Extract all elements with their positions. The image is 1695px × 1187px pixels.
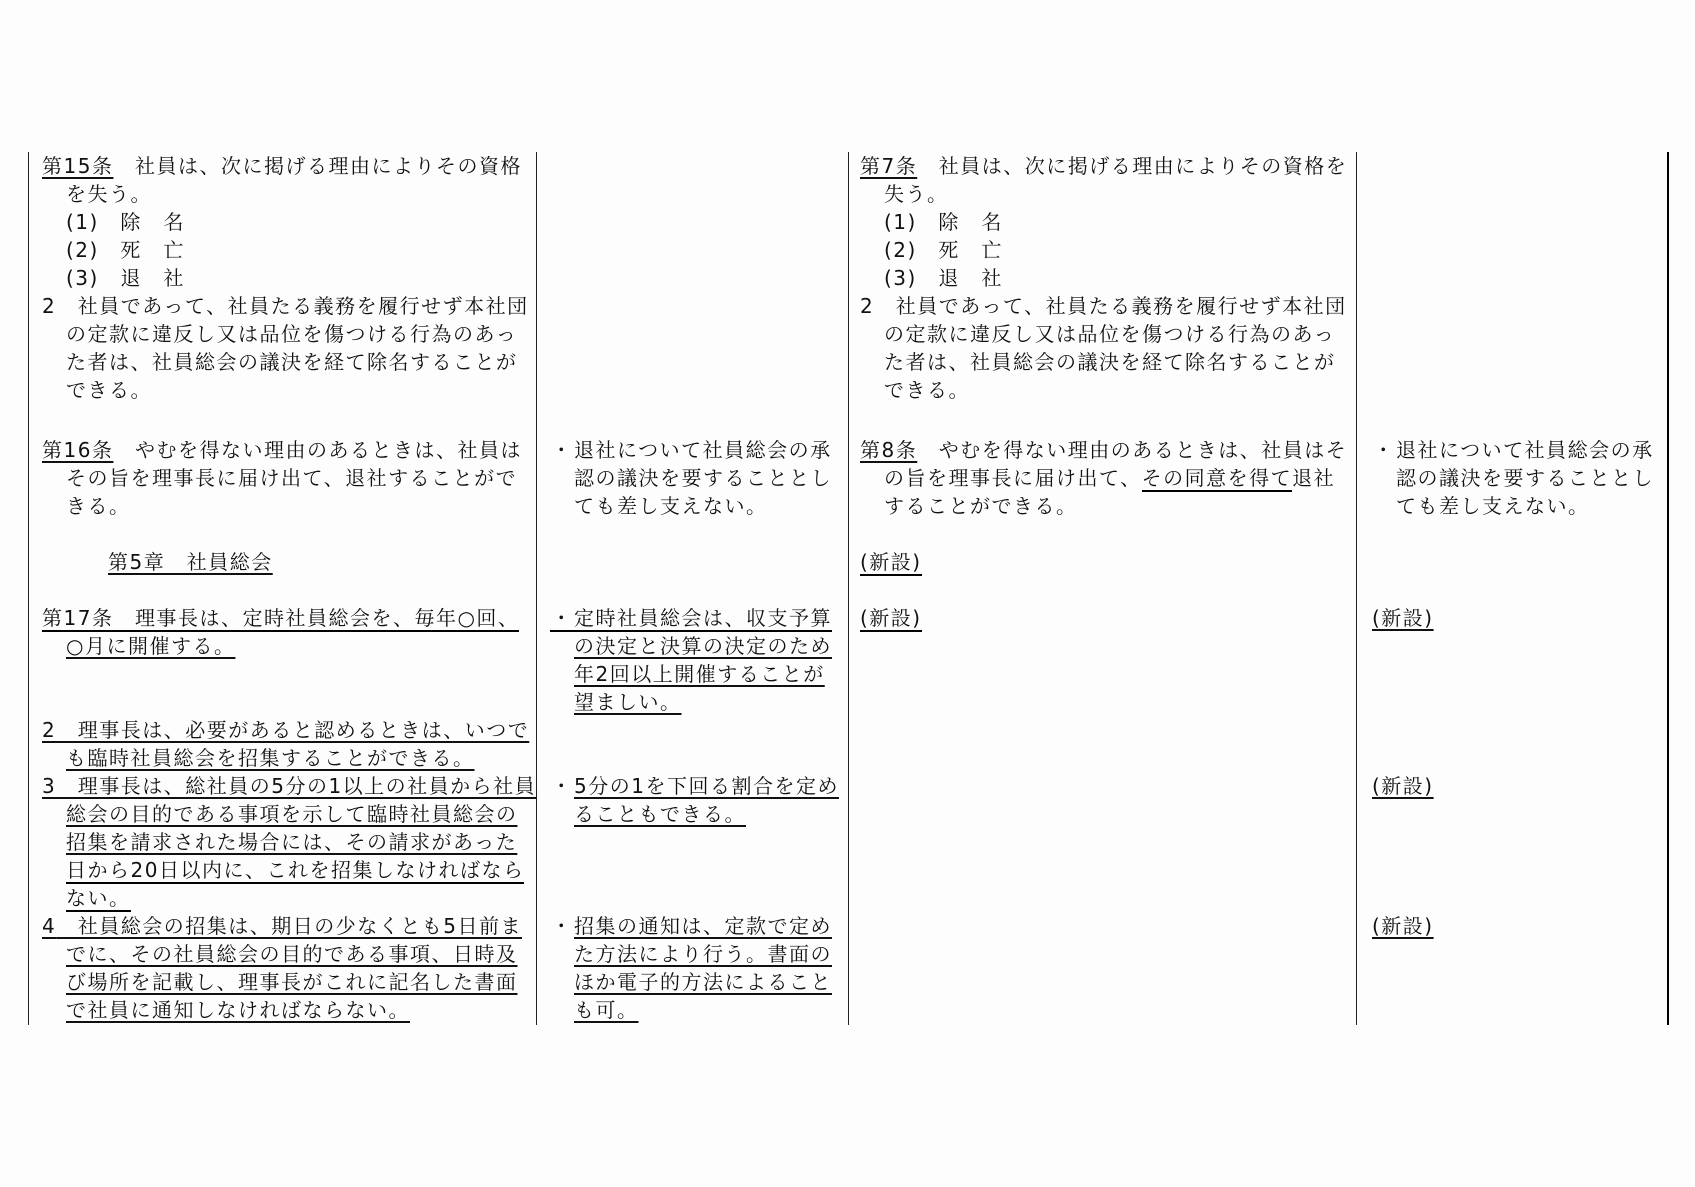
bullet-icon: ・	[551, 606, 573, 630]
article-17-para-4: 4 社員総会の招集は、期日の少なくとも5日前ま でに、その社員総会の目的である事項、日時及 び場所を記載し、理事長がこれに記名した書面 で社員に通知しなければならない。	[42, 914, 522, 1022]
note-article-8: ・退社について社員総会の承 認の議決を要することとし ても差し支えない。	[1373, 438, 1654, 518]
note-article-17: ・定時社員総会は、収支予算 の決定と決算の決定のため 年2回以上開催することが 望ましい。	[551, 606, 832, 714]
column-model-articles	[860, 152, 1350, 1025]
note-article-17-para-3: ・5分の1を下回る割合を定め ることもできる。	[551, 774, 839, 826]
article-number: 第17条	[42, 606, 114, 630]
note-article-16: ・退社について社員総会の承 認の議決を要することとし ても差し支えない。	[551, 438, 832, 518]
list-item: (1) 除 名	[66, 210, 185, 234]
column-current-notes	[550, 152, 842, 1025]
new-provision-marker: (新設)	[860, 606, 922, 630]
new-provision-marker: (新設)	[1372, 606, 1434, 630]
article-17: 第17条 理事長は、定時社員総会を、毎年○回、 ○月に開催する。	[42, 606, 520, 658]
article-16: 第16条 やむを得ない理由のあるときは、社員は その旨を理事長に届け出て、退社することがで きる。	[42, 438, 522, 518]
list-item: (3) 退 社	[884, 266, 1003, 290]
new-provision-marker: (新設)	[1372, 914, 1434, 938]
bullet-icon: ・	[551, 774, 573, 798]
amended-text: その同意を得て	[1141, 466, 1293, 490]
article-number: 第16条	[42, 438, 114, 462]
note-article-17-para-4: ・招集の通知は、定款で定め た方法により行う。書面の ほか電子的方法によること も可。	[551, 914, 832, 1022]
article-number: 第8条	[860, 438, 918, 462]
list-item: (3) 退 社	[66, 266, 185, 290]
new-provision-marker: (新設)	[1372, 774, 1434, 798]
column-current-articles	[42, 152, 537, 1025]
column-model-notes	[1372, 152, 1662, 1025]
article-number: 第7条	[860, 154, 918, 178]
chapter-heading: 第5章 社員総会	[108, 550, 273, 574]
list-item: (1) 除 名	[884, 210, 1003, 234]
article-15: 第15条 社員は、次に掲げる理由によりその資格 を失う。 (1) 除 名 (2) 死 亡 (3) 退 社 2 社員であって、社員たる義務を履行せず本社団 の定款に違反し又は品位を傷つける行為のあっ た者は、社員総会の議決を経て除名することが できる。	[42, 152, 532, 404]
bullet-icon: ・	[1373, 438, 1395, 462]
column-divider-3	[1356, 152, 1357, 1025]
column-divider-2	[848, 152, 849, 1025]
column-divider-1	[536, 152, 537, 1025]
table-border-right	[1667, 152, 1669, 1025]
new-provision-marker: (新設)	[860, 550, 922, 574]
list-item: (2) 死 亡	[884, 238, 1003, 262]
article-17-para-3: 3 理事長は、総社員の5分の1以上の社員から社員 総会の目的である事項を示して臨時社員総会の 招集を請求された場合には、その請求があった 日から20日以内に、これを招集しなければなら ない。	[42, 774, 537, 910]
bullet-icon: ・	[551, 914, 573, 938]
article-number: 第15条	[42, 154, 114, 178]
article-17-para-2: 2 理事長は、必要があると認めるときは、いつで も臨時社員総会を招集することができる。	[42, 718, 530, 770]
bullet-icon: ・	[551, 438, 573, 462]
table-border-left	[28, 152, 29, 1025]
list-item: (2) 死 亡	[66, 238, 185, 262]
article-8: 第8条 やむを得ない理由のあるときは、社員はそ の旨を理事長に届け出て、その同意を得て退社 することができる。	[860, 438, 1348, 518]
article-7: 第7条 社員は、次に掲げる理由によりその資格を 失う。 (1) 除 名 (2) 死 亡 (3) 退 社 2 社員であって、社員たる義務を履行せず本社団 の定款に違反し又は品位を傷つける行為のあっ た者は、社員総会の議決を経て除名することが できる。	[860, 152, 1350, 404]
